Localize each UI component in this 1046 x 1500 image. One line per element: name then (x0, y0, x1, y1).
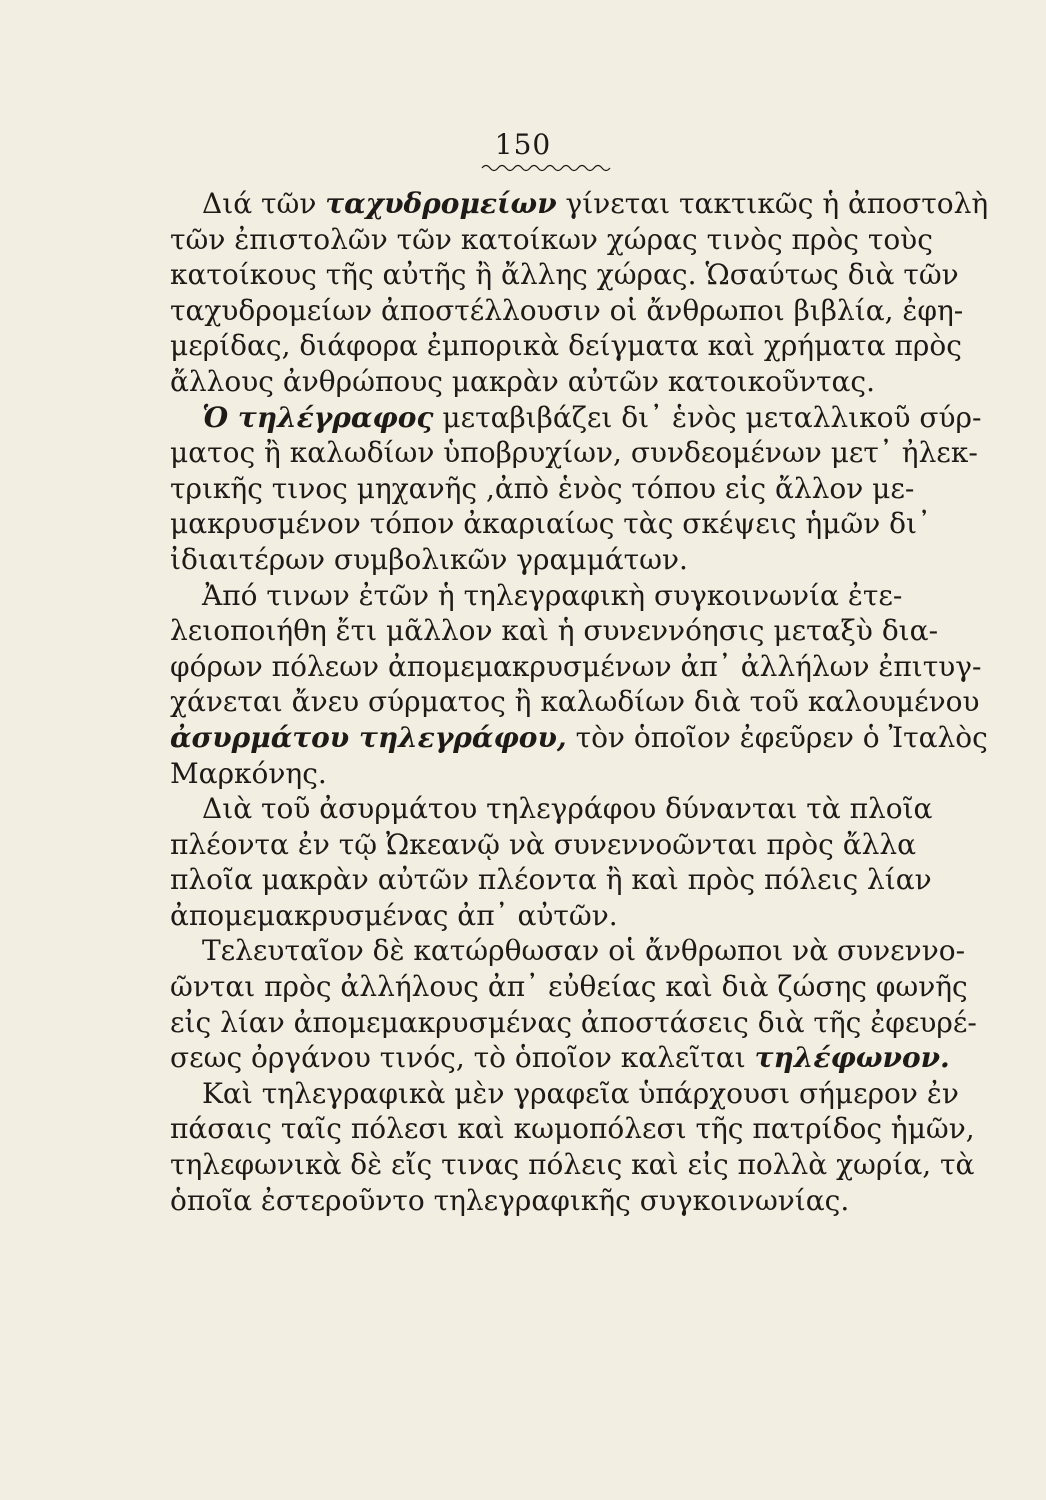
text-line: μακρυσμένον τόπον ἀκαριαίως τὰς σκέψεις ἡμῶν δι᾽ (170, 507, 931, 541)
text-line: Ἀπό τινων ἐτῶν ἡ τηλεγραφικὴ συγκοινωνία ἐτε- (202, 578, 903, 612)
emphasis-telegraph: Ὁ τηλέγραφος (202, 400, 434, 434)
text-line: Τελευταῖον δὲ κατώρθωσαν οἱ ἄνθρωποι νὰ συνεννο- (202, 934, 966, 968)
text-line: μερίδας, διάφορα ἐμπορικὰ δείγματα καὶ χρήματα πρὸς (170, 329, 962, 363)
text-line: φόρων πόλεων ἀπομεμακρυσμένων ἀπ᾽ ἀλλήλων ἐπιτυγ- (170, 649, 982, 683)
text-line: Διὰ τοῦ ἀσυρμάτου τηλεγράφου δύνανται τὰ πλοῖα (202, 792, 933, 826)
text-line: Καὶ τηλεγραφικὰ μὲν γραφεῖα ὑπάρχουσι σήμερον ἐν (202, 1076, 959, 1110)
text-line: χάνεται ἄνευ σύρματος ἢ καλωδίων διὰ τοῦ καλουμένου (170, 685, 980, 719)
text-line: λειοποιήθη ἔτι μᾶλλον καὶ ἡ συνεννόησις μεταξὺ δια- (170, 614, 939, 648)
body-text (170, 186, 989, 1218)
emphasis-wireless: ἀσυρμάτου τηλεγράφου, (170, 720, 567, 754)
text-line: Ὁ τηλέγραφος μεταβιβάζει δι᾽ ἑνὸς μεταλλικοῦ σύρ- (202, 400, 982, 434)
text-line: πάσαις ταῖς πόλεσι καὶ κωμοπόλεσι τῆς πατρίδος ἡμῶν, (170, 1112, 975, 1146)
text-line: ἀσυρμάτου τηλεγράφου, τὸν ὁποῖον ἐφεῦρεν ὁ Ἰταλὸς (170, 720, 988, 754)
text-line: σεως ὀργάνου τινός, τὸ ὁποῖον καλεῖται τηλέφωνον. (170, 1041, 950, 1075)
text-line: Διά τῶν ταχυδρομείων γίνεται τακτικῶς ἡ ἀποστολὴ (202, 187, 989, 220)
text-line: Μαρκόνης. (170, 756, 327, 790)
text-line: ἰδιαιτέρων συμβολικῶν γραμμάτων. (170, 542, 688, 576)
emphasis-telephone: τηλέφωνον. (754, 1041, 950, 1075)
text-line: τρικῆς τινος μηχανῆς ,ἀπὸ ἑνὸς τόπου εἰς ἄλλον με- (170, 471, 915, 505)
text-line: ἄλλους ἀνθρώπους μακρὰν αὐτῶν κατοικοῦντας. (170, 364, 875, 398)
text-line: πλοῖα μακρὰν αὐτῶν πλέοντα ἢ καὶ πρὸς πόλεις λίαν (170, 863, 932, 897)
text-line: πλέοντα ἐν τῷ Ὠκεανῷ νὰ συνεννοῶνται πρὸς ἄλλα (170, 827, 917, 861)
text-line: ὁποῖα ἐστεροῦντο τηλεγραφικῆς συγκοινωνίας. (170, 1183, 850, 1217)
text-line: ῶνται πρὸς ἀλλήλους ἀπ᾽ εὐθείας καὶ διὰ ζώσης φωνῆς (170, 970, 968, 1004)
text-line: ἀπομεμακρυσμένας ἀπ᾽ αὐτῶν. (170, 898, 618, 932)
text-line: τηλεφωνικὰ δὲ εἴς τινας πόλεις καὶ εἰς πολλὰ χωρία, τὰ (170, 1148, 975, 1182)
text-line: ταχυδρομείων ἀποστέλλουσιν οἱ ἄνθρωποι βιβλία, ἐφη- (170, 293, 964, 327)
text-line: ματος ἢ καλωδίων ὑποβρυχίων, συνδεομένων μετ᾽ ἠλεκ- (170, 436, 978, 470)
wavy-ornament (482, 163, 612, 173)
emphasis-post-offices: ταχυδρομείων (325, 187, 557, 220)
text-line: κατοίκους τῆς αὐτῆς ἢ ἄλλης χώρας. Ὡσαύτως διὰ τῶν (170, 258, 959, 292)
text-line: τῶν ἐπιστολῶν τῶν κατοίκων χώρας τινὸς πρὸς τοὺς (170, 222, 933, 256)
text-line: εἰς λίαν ἀπομεμακρυσμένας ἀποστάσεις διὰ τῆς ἐφευρέ- (170, 1005, 977, 1039)
page-number: 150 (494, 128, 552, 161)
